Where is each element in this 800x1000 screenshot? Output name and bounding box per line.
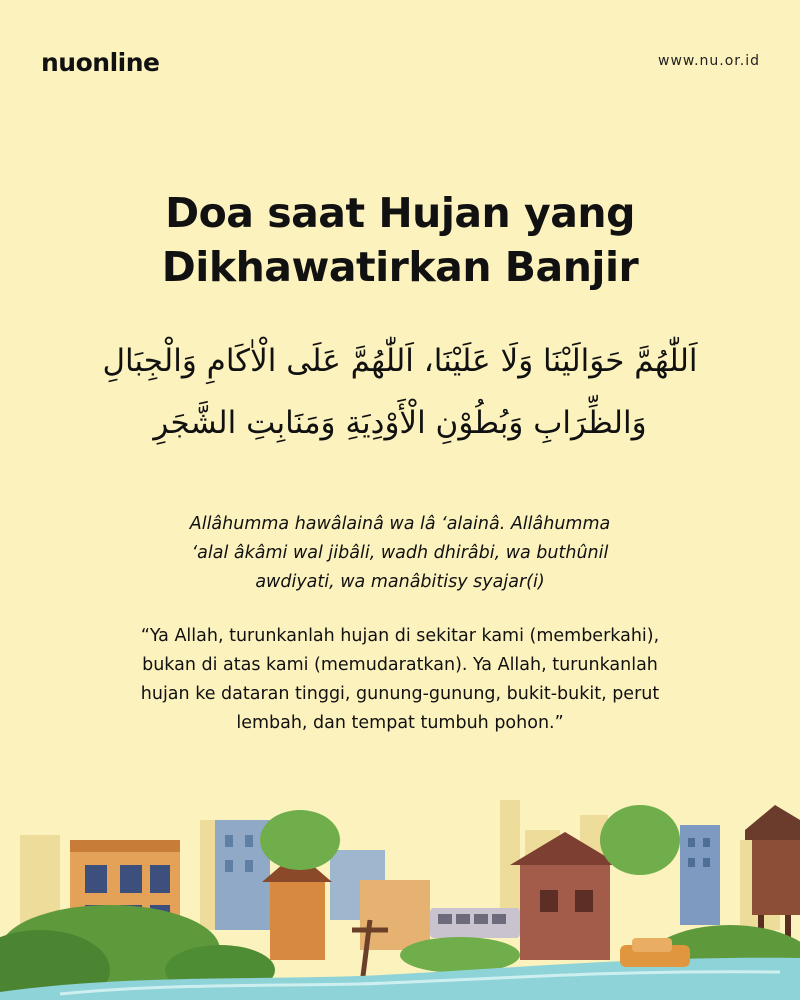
translation-line: hujan ke dataran tinggi, gunung-gunung, bukit-bukit, perut — [140, 684, 660, 704]
arabic-prayer-text — [70, 330, 730, 454]
transliteration-line: Allâhumma hawâlainâ wa lâ ‘alainâ. Allâhumma — [189, 514, 611, 534]
translation-line: bukan di atas kami (memudaratkan). Ya Allah, turunkanlah — [142, 655, 658, 675]
transliteration-text — [0, 510, 800, 597]
nu-online-logo[interactable]: nuonline — [41, 48, 160, 77]
translation-line: lembah, dan tempat tumbuh pohon.” — [236, 713, 564, 733]
arabic-line: اَللّٰهُمَّ حَوَالَيْنَا وَلَا عَلَيْنَا، اَللّٰهُمَّ عَلَى الْاٰكَامِ وَالْجِبَالِ — [102, 343, 698, 379]
title-line: Dikhawatirkan Banjir — [161, 243, 639, 291]
bus-icon — [430, 908, 520, 938]
translation-text — [0, 622, 800, 738]
transliteration-line: awdiyati, wa manâbitisy syajar(i) — [255, 572, 545, 592]
page-title — [0, 186, 800, 294]
title-line: Doa saat Hujan yang — [165, 189, 635, 237]
transliteration-line: ‘alal âkâmi wal jibâli, wadh dhirâbi, wa buthûnil — [191, 543, 609, 563]
site-url: www.nu.or.id — [658, 53, 760, 69]
arabic-line: وَالظِّرَابِ وَبُطُوْنِ الْأَوْدِيَةِ وَمَنَابِتِ الشَّجَرِ — [153, 405, 647, 441]
flood-scene-illustration — [0, 780, 800, 1000]
translation-line: “Ya Allah, turunkanlah hujan di sekitar kami (memberkahi), — [140, 626, 660, 646]
